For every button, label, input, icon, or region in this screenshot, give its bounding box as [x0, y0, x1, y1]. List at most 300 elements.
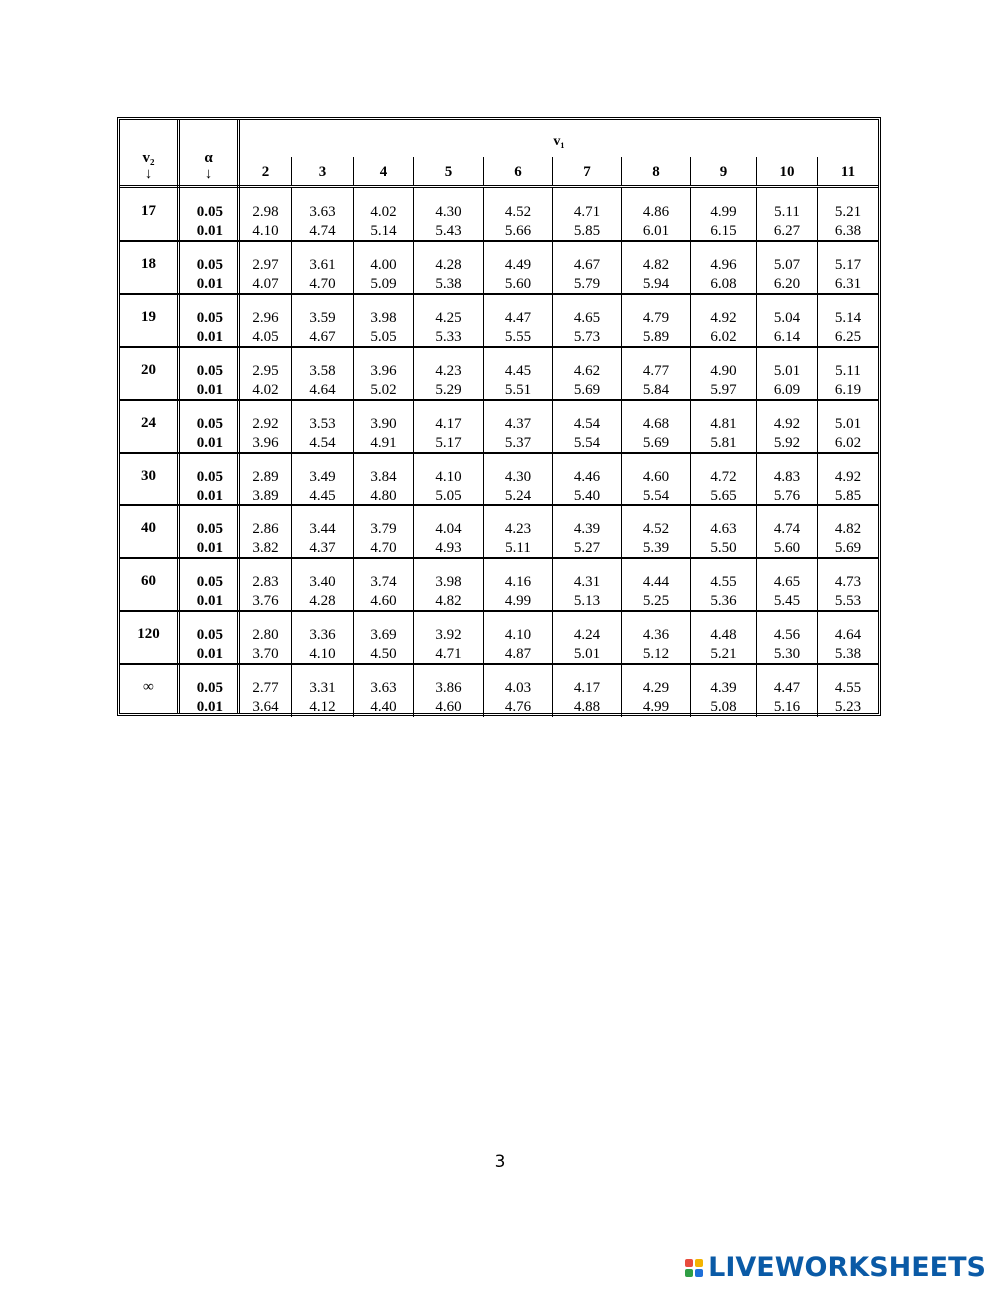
alpha-value: 0.05 [196, 256, 223, 273]
cell-value: 5.73 [573, 328, 601, 345]
table-cell [690, 347, 756, 400]
table-cell [756, 294, 817, 347]
table-cell [621, 453, 690, 506]
cell-value: 4.67 [309, 328, 336, 345]
cell-value: 4.17 [573, 680, 601, 697]
cell-value: 4.17 [435, 415, 462, 432]
table-cell [690, 558, 756, 611]
cell-value: 4.63 [710, 521, 737, 538]
table-cell [353, 241, 413, 294]
row-v2-value: ∞ [143, 679, 154, 696]
cell-value: 6.14 [773, 328, 801, 345]
cell-value: 4.60 [370, 593, 397, 610]
cell-value: 4.56 [773, 627, 801, 644]
cell-value: 5.05 [370, 328, 397, 345]
cell-value: 4.93 [435, 540, 462, 557]
table-cell [413, 400, 483, 453]
row-alpha-values [180, 468, 237, 506]
table-cell [240, 611, 291, 664]
cell-value: 3.36 [309, 627, 336, 644]
table-row [120, 453, 878, 506]
header-alpha-label: α [204, 150, 213, 166]
table-cell [240, 241, 291, 294]
cell-value: 6.19 [834, 381, 862, 398]
table-row [120, 505, 878, 558]
row-v2-value: 40 [141, 520, 156, 537]
cell-value: 4.79 [642, 309, 670, 326]
cell-value: 3.74 [370, 574, 397, 591]
cell-value: 5.01 [573, 646, 601, 663]
cell-value: 4.47 [773, 680, 801, 697]
table-cell [817, 400, 878, 453]
cell-value: 4.54 [573, 415, 601, 432]
table-row [120, 611, 878, 664]
cell-value: 5.21 [834, 204, 862, 220]
cell-value: 4.60 [642, 468, 670, 485]
cell-value: 5.23 [834, 699, 862, 716]
critical-values-table [117, 117, 881, 716]
table-cell [291, 611, 353, 664]
table-cell [353, 347, 413, 400]
cell-value: 5.81 [710, 434, 737, 451]
table-cell [413, 611, 483, 664]
cell-value: 4.91 [370, 434, 397, 451]
header-columns [240, 157, 878, 185]
table-cell [353, 188, 413, 241]
cell-value: 4.31 [573, 574, 601, 591]
table-cell [240, 400, 291, 453]
table-cell [353, 505, 413, 558]
cell-value: 4.92 [710, 309, 737, 326]
cell-value: 4.03 [504, 680, 532, 697]
table-cell [690, 453, 756, 506]
row-v2-value: 60 [141, 573, 156, 590]
cell-value: 4.81 [710, 415, 737, 432]
cell-value: 4.82 [834, 521, 862, 538]
cell-value: 3.61 [309, 256, 336, 273]
cell-value: 5.66 [504, 223, 532, 239]
cell-value: 2.98 [252, 204, 279, 220]
column-header-8: 8 [621, 157, 690, 185]
cell-value: 3.70 [252, 646, 279, 663]
table-cell [413, 505, 483, 558]
table-cell [291, 241, 353, 294]
cell-value: 4.36 [642, 627, 670, 644]
table-cell [621, 241, 690, 294]
cell-value: 4.72 [710, 468, 737, 485]
cell-value: 3.58 [309, 362, 336, 379]
cell-value: 6.02 [834, 434, 862, 451]
alpha-value: 0.01 [196, 381, 223, 398]
table-cell [483, 241, 552, 294]
cell-value: 5.25 [642, 593, 670, 610]
table-row [120, 188, 878, 241]
table-cell [353, 453, 413, 506]
alpha-value: 0.05 [196, 521, 223, 538]
cell-value: 4.99 [710, 204, 737, 220]
cell-value: 5.39 [642, 540, 670, 557]
table-cell [756, 505, 817, 558]
table-cell [240, 453, 291, 506]
cell-value: 4.46 [573, 468, 601, 485]
table-cell [291, 505, 353, 558]
alpha-value: 0.05 [196, 468, 223, 485]
cell-value: 4.39 [573, 521, 601, 538]
alpha-value: 0.01 [196, 434, 223, 451]
header-v2-label: v₂ [142, 150, 155, 166]
cell-value: 5.29 [435, 381, 462, 398]
cell-value: 5.36 [710, 593, 737, 610]
cell-value: 3.98 [435, 574, 462, 591]
cell-value: 4.71 [573, 204, 601, 220]
cell-value: 4.92 [834, 468, 862, 485]
table-cell [756, 188, 817, 241]
cell-value: 5.79 [573, 275, 601, 292]
cell-value: 4.60 [435, 699, 462, 716]
cell-value: 4.52 [642, 521, 670, 538]
cell-value: 5.54 [642, 487, 670, 504]
cell-value: 4.55 [710, 574, 737, 591]
logo-square [685, 1269, 693, 1277]
alpha-value: 0.05 [196, 362, 223, 379]
cell-value: 4.23 [435, 362, 462, 379]
cell-value: 4.74 [309, 223, 336, 239]
cell-value: 4.62 [573, 362, 601, 379]
cell-value: 4.96 [710, 256, 737, 273]
cell-value: 5.17 [834, 256, 862, 273]
alpha-value: 0.01 [196, 646, 223, 663]
cell-value: 6.01 [642, 223, 670, 239]
table-cell [621, 400, 690, 453]
cell-value: 5.14 [834, 309, 862, 326]
column-header-6: 6 [483, 157, 552, 185]
table-cell [817, 347, 878, 400]
table-cell [756, 241, 817, 294]
table-row [120, 558, 878, 611]
cell-value: 4.90 [710, 362, 737, 379]
cell-value: 4.40 [370, 699, 397, 716]
cell-value: 5.27 [573, 540, 601, 557]
cell-value: 4.39 [710, 680, 737, 697]
header-v2-arrow: ↓ [144, 166, 153, 182]
alpha-value: 0.05 [196, 204, 223, 220]
cell-value: 5.65 [710, 487, 737, 504]
cell-value: 4.24 [573, 627, 601, 644]
cell-value: 3.63 [309, 204, 336, 220]
page-number: 3 [494, 1152, 506, 1172]
cell-value: 4.23 [504, 521, 532, 538]
table-cell [413, 188, 483, 241]
table-cell [817, 241, 878, 294]
table-cell [240, 505, 291, 558]
cell-value: 4.64 [834, 627, 862, 644]
row-v2-value: 24 [141, 414, 156, 431]
liveworksheets-logo [685, 1252, 986, 1283]
cell-value: 6.02 [710, 328, 737, 345]
table-body [120, 188, 878, 716]
table-cell [756, 558, 817, 611]
table-cell [817, 294, 878, 347]
cell-value: 3.69 [370, 627, 397, 644]
table-cell [291, 558, 353, 611]
alpha-value: 0.05 [196, 680, 223, 697]
cell-value: 4.68 [642, 415, 670, 432]
cell-value: 5.11 [835, 362, 861, 379]
cell-value: 5.33 [435, 328, 462, 345]
cell-value: 4.65 [773, 574, 801, 591]
table-cell [240, 294, 291, 347]
logo-square [695, 1259, 703, 1267]
cell-value: 5.04 [773, 309, 801, 326]
table-cell [817, 188, 878, 241]
cell-value: 5.01 [773, 362, 801, 379]
cell-value: 3.82 [252, 540, 279, 557]
header-alpha [180, 150, 237, 182]
row-v2-value: 18 [141, 255, 156, 272]
column-header-9: 9 [690, 157, 756, 185]
cell-value: 5.17 [435, 434, 462, 451]
table-cell [291, 453, 353, 506]
cell-value: 5.01 [834, 415, 862, 432]
cell-value: 4.30 [504, 468, 532, 485]
table-cell [552, 453, 621, 506]
cell-value: 5.76 [773, 487, 801, 504]
cell-value: 5.60 [504, 275, 532, 292]
cell-value: 5.45 [773, 593, 801, 610]
table-cell [756, 347, 817, 400]
row-alpha-values [180, 415, 237, 453]
table-row [120, 400, 878, 453]
table-cell [291, 347, 353, 400]
alpha-value: 0.01 [196, 275, 223, 292]
cell-value: 4.83 [773, 468, 801, 485]
table-cell [552, 611, 621, 664]
column-header-3: 3 [291, 157, 353, 185]
cell-value: 4.02 [370, 204, 397, 220]
table-row [120, 664, 878, 717]
cell-value: 4.92 [773, 415, 801, 432]
cell-value: 4.10 [309, 646, 336, 663]
cell-value: 5.60 [773, 540, 801, 557]
table-cell [353, 400, 413, 453]
header-v2 [120, 150, 177, 182]
cell-value: 4.44 [642, 574, 670, 591]
table-cell [483, 505, 552, 558]
cell-value: 4.28 [435, 256, 462, 273]
cell-value: 3.92 [435, 627, 462, 644]
cell-value: 3.49 [309, 468, 336, 485]
cell-value: 4.80 [370, 487, 397, 504]
logo-text: LIVEWORKSHEETS [708, 1252, 986, 1283]
row-alpha-values [180, 256, 237, 294]
table-cell [621, 294, 690, 347]
table-cell [353, 558, 413, 611]
alpha-value: 0.05 [196, 627, 223, 644]
cell-value: 5.09 [370, 275, 397, 292]
cell-value: 6.27 [773, 223, 801, 239]
cell-value: 5.69 [642, 434, 670, 451]
table-cell [483, 558, 552, 611]
cell-value: 5.08 [710, 699, 737, 716]
cell-value: 5.40 [573, 487, 601, 504]
cell-value: 3.44 [309, 521, 336, 538]
logo-square [695, 1269, 703, 1277]
table-cell [291, 188, 353, 241]
row-v2-value: 20 [141, 361, 156, 378]
table-cell [756, 611, 817, 664]
row-alpha-values [180, 679, 237, 717]
cell-value: 5.97 [710, 381, 737, 398]
table-row [120, 347, 878, 400]
cell-value: 4.87 [504, 646, 532, 663]
cell-value: 4.74 [773, 521, 801, 538]
cell-value: 4.55 [834, 680, 862, 697]
cell-value: 4.07 [252, 275, 279, 292]
cell-value: 5.05 [435, 487, 462, 504]
cell-value: 2.83 [252, 574, 279, 591]
cell-value: 6.38 [834, 223, 862, 239]
row-v2-value: 30 [141, 467, 156, 484]
cell-value: 3.31 [309, 680, 336, 697]
cell-value: 4.10 [435, 468, 462, 485]
table-cell [483, 294, 552, 347]
table-cell [552, 294, 621, 347]
cell-value: 5.24 [504, 487, 532, 504]
cell-value: 5.89 [642, 328, 670, 345]
table-cell [552, 347, 621, 400]
cell-value: 4.28 [309, 593, 336, 610]
cell-value: 6.15 [710, 223, 737, 239]
table-cell [413, 347, 483, 400]
cell-value: 3.96 [252, 434, 279, 451]
cell-value: 4.05 [252, 328, 279, 345]
cell-value: 4.12 [309, 699, 336, 716]
logo-square [685, 1259, 693, 1267]
liveworksheets-logo-icon [685, 1259, 703, 1277]
table-row [120, 241, 878, 294]
cell-value: 4.65 [573, 309, 601, 326]
table-cell [621, 558, 690, 611]
cell-value: 5.38 [834, 646, 862, 663]
table-cell [690, 611, 756, 664]
cell-value: 4.76 [504, 699, 532, 716]
header-v1-label: v₁ [553, 134, 565, 149]
table-cell [353, 294, 413, 347]
table-cell [291, 664, 353, 717]
cell-value: 6.31 [834, 275, 862, 292]
cell-value: 2.97 [252, 256, 279, 273]
column-header-10: 10 [756, 157, 817, 185]
cell-value: 2.92 [252, 415, 279, 432]
row-alpha-values [180, 362, 237, 400]
cell-value: 4.70 [309, 275, 336, 292]
table-cell [483, 347, 552, 400]
table-cell [690, 505, 756, 558]
cell-value: 4.30 [435, 204, 462, 220]
cell-value: 6.08 [710, 275, 737, 292]
cell-value: 5.30 [773, 646, 801, 663]
table-cell [621, 188, 690, 241]
table-cell [552, 664, 621, 717]
cell-value: 4.29 [642, 680, 670, 697]
cell-value: 3.64 [252, 699, 279, 716]
table-cell [621, 347, 690, 400]
table-cell [291, 400, 353, 453]
cell-value: 4.45 [504, 362, 532, 379]
table-cell [817, 664, 878, 717]
row-v2-value: 120 [137, 626, 160, 643]
table-cell [690, 294, 756, 347]
alpha-value: 0.01 [196, 593, 223, 610]
column-header-2: 2 [261, 164, 270, 180]
cell-value: 5.84 [642, 381, 670, 398]
cell-value: 3.86 [435, 680, 462, 697]
cell-value: 3.89 [252, 487, 279, 504]
cell-value: 2.80 [252, 627, 279, 644]
row-alpha-values [180, 309, 237, 347]
cell-value: 5.14 [370, 223, 397, 239]
table-cell [291, 294, 353, 347]
table-cell [817, 453, 878, 506]
table-cell [690, 188, 756, 241]
row-v2-value: 19 [141, 308, 156, 325]
table-cell [240, 188, 291, 241]
cell-value: 4.50 [370, 646, 397, 663]
cell-value: 5.94 [642, 275, 670, 292]
cell-value: 4.37 [504, 415, 532, 432]
table-cell [690, 664, 756, 717]
table-cell [483, 611, 552, 664]
column-header-7: 7 [552, 157, 621, 185]
cell-value: 5.21 [710, 646, 737, 663]
row-alpha-values [180, 573, 237, 611]
table-cell [817, 558, 878, 611]
table-cell [483, 400, 552, 453]
alpha-value: 0.05 [196, 309, 223, 326]
alpha-value: 0.01 [196, 487, 223, 504]
alpha-value: 0.01 [196, 223, 223, 239]
cell-value: 4.54 [309, 434, 336, 451]
cell-value: 5.12 [642, 646, 670, 663]
cell-value: 5.51 [504, 381, 532, 398]
header-alpha-arrow: ↓ [204, 166, 213, 182]
cell-value: 2.89 [252, 468, 279, 485]
table-cell [353, 664, 413, 717]
table-cell [413, 241, 483, 294]
column-header-11: 11 [817, 157, 878, 185]
cell-value: 4.48 [710, 627, 737, 644]
cell-value: 4.37 [309, 540, 336, 557]
table-cell [483, 453, 552, 506]
alpha-value: 0.01 [196, 540, 223, 557]
cell-value: 3.63 [370, 680, 397, 697]
cell-value: 2.77 [252, 680, 279, 697]
alpha-value: 0.01 [196, 699, 223, 716]
cell-value: 5.11 [505, 540, 531, 557]
cell-value: 5.02 [370, 381, 397, 398]
table-cell [552, 241, 621, 294]
cell-value: 5.07 [773, 256, 801, 273]
cell-value: 4.82 [642, 256, 670, 273]
cell-value: 3.98 [370, 309, 397, 326]
cell-value: 5.55 [504, 328, 532, 345]
cell-value: 4.64 [309, 381, 336, 398]
table-cell [240, 347, 291, 400]
cell-value: 3.40 [309, 574, 336, 591]
cell-value: 5.92 [773, 434, 801, 451]
cell-value: 4.86 [642, 204, 670, 220]
row-v2-value: 17 [141, 203, 156, 219]
